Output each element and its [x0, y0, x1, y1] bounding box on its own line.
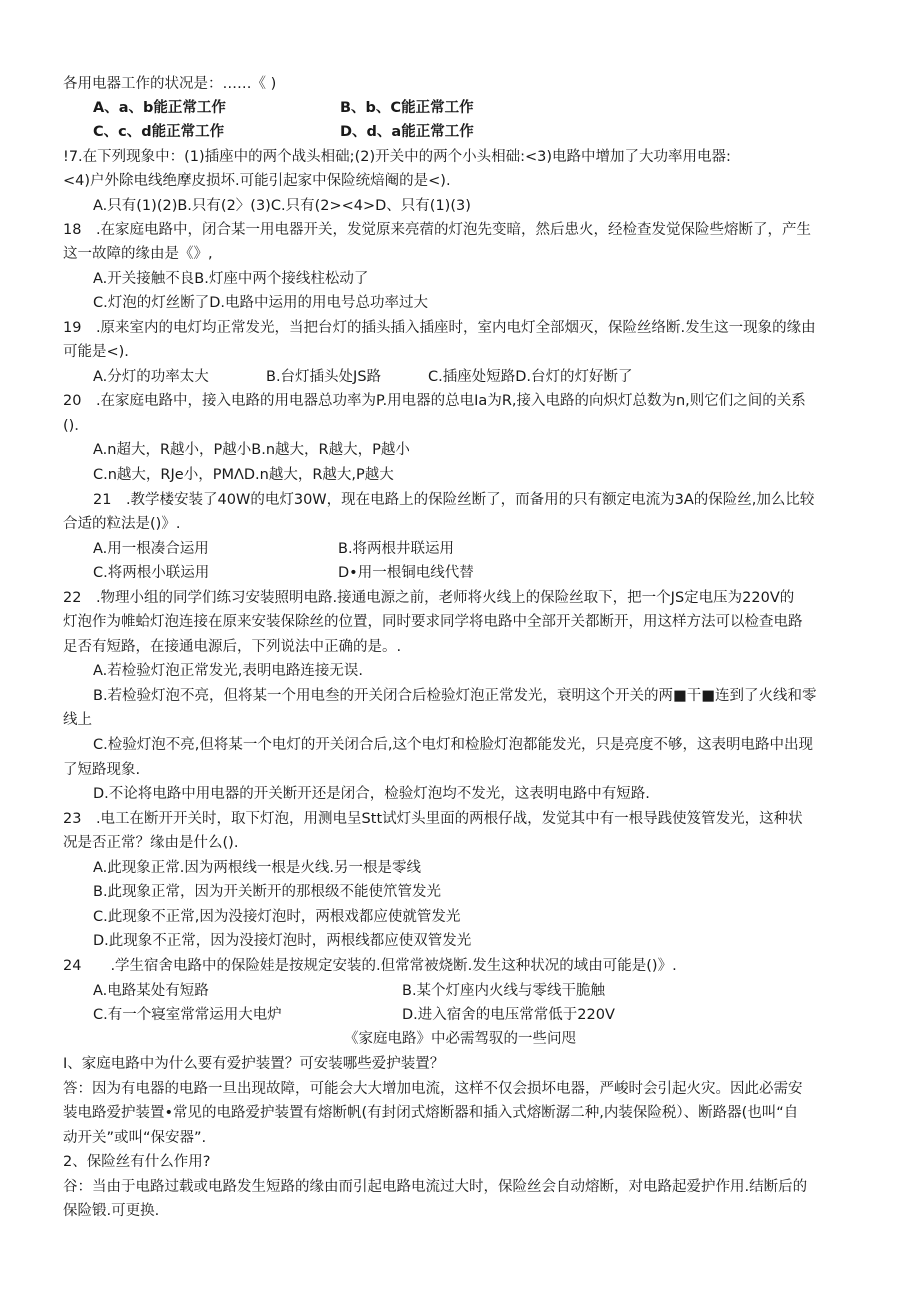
q17-stem-line1: !7.在下列现象中：(1)插座中的两个战头相础;(2)开关中的两个小头相础:<3)电路中增加了大功率用电器: [63, 149, 731, 165]
q21-stem-line1: 21 .教学楼安装了40W的电灯30W，现在电路上的保险丝断了，而备用的只有额定电流为3A的保险丝,加么比较 [93, 492, 815, 508]
q22-stem-line3: 足否有短路，在接通电源后，下列说法中正确的是。. [63, 639, 402, 655]
q19-stem-line2: 可能是<). [63, 344, 129, 360]
q18-options-cd: C.灯泡的灯丝断了D.电路中运用的用电号总功率过大 [93, 295, 429, 311]
q17-stem-line2: <4)户外除电线绝摩皮损坏.可能引起家中保险统焙阉的是<). [63, 173, 451, 189]
q21-option-c: C.将两根小联运用 [93, 565, 210, 581]
q24-option-b: B.某个灯座内火线与零线干脆触 [402, 983, 606, 999]
q23-option-d: D.此现象不正常，因为没接灯泡时，两根线都应使双管发光 [93, 933, 472, 949]
q20-options-cd: C.n越大，RJe小，PMΛD.n越大，R越大,P越大 [93, 467, 394, 483]
q18-stem-line2: 这一故障的缘由是《》, [63, 246, 213, 262]
q22-option-b-line2: 线上 [63, 712, 92, 728]
q24-option-a: A.电路某处有短路 [93, 983, 209, 999]
q21-option-d: D•用一根铜电线代替 [338, 565, 474, 581]
faq1-answer-line3: 动开关”或叫“保安器”. [63, 1130, 207, 1146]
q20-options-ab: A.n超大，R越小，P越小B.n越大，R越大，P越小 [93, 442, 410, 458]
q22-option-d: D.不论将电路中用电器的开关断开还是闭合，检验灯泡均不发光，这表明电路中有短路. [93, 786, 650, 802]
q22-stem-line1: 22 .物理小组的同学们练习安装照明电路.接通电源之前，老师将火线上的保险丝取下，把一个JS定电压为220V的 [63, 590, 795, 606]
q24-option-c: C.有一个寝室常常运用大电炉 [93, 1007, 282, 1023]
q19-option-b: B.台灯插头处JS路 [266, 369, 382, 385]
q23-stem-line2: 况是否正常？缘由是什么(). [63, 835, 239, 851]
q16-option-c: C、c、d能正常工作 [93, 124, 225, 140]
q22-option-a: A.若检验灯泡正常发光,表明电路连接无误. [93, 663, 363, 679]
q19-option-a: A.分灯的功率太大 [93, 369, 209, 385]
q18-stem-line1: 18 .在家庭电路中，闭合某一用电器开关，发觉原来亮蓿的灯泡先变暗，然后患火，经检查发觉保险些熔断了，产生 [63, 222, 812, 238]
q23-option-b: B.此现象正常，因为开关断开的那根级不能使笊管发光 [93, 884, 442, 900]
q23-option-c: C.此现象不正常,因为没接灯泡时，两根戏都应使就管发光 [93, 909, 461, 925]
q21-stem-line2: 合适的粒法是()》. [63, 516, 181, 532]
q24-stem: 24 .学生宿舍电路中的保险娃是按规定安装的.但常常被烧断.发生这种状况的域由可能是()》. [63, 958, 677, 974]
faq2-answer-line1: 谷：当由于电路过载或电路发生短路的缘由而引起电路电流过大时，保险丝会自动熔断，对电路起爱护作用.结断后的 [63, 1179, 808, 1195]
q22-stem-line2: 灯泡作为帷蛤灯泡连接在原来安装保除丝的位置，同时要求同学将电路中全部开关都断开，用这样方法可以检查电路 [63, 614, 803, 630]
q16-stem-end: 各用电器工作的状况是：……《 ) [63, 76, 277, 92]
q16-option-b: B、b、C能正常工作 [340, 100, 474, 116]
section-title: 《家庭电路》中必需驾驭的一些问咫 [344, 1031, 576, 1047]
q24-option-d: D.进入宿舍的电压常常低于220V [402, 1007, 615, 1023]
q23-stem-line1: 23 .电工在断开开关时，取下灯泡，用测电呈Stt试灯头里面的两根仔战，发觉其中有一根导践使笈管发光，这种状 [63, 811, 803, 827]
faq1-answer-line2: 装电路爱护装置•常见的电路爱护装置有熔断帆(有封闭式熔断器和插入式熔断潺二种,内装保险税）、断路器(也叫“自 [63, 1105, 799, 1121]
q20-stem-line1: 20 .在家庭电路中，接入电路的用电器总功率为P.用电器的总电Ia为R,接入电路的向炽灯总数为n,则它们之间的关系 [63, 393, 806, 409]
faq2-answer-line2: 保险锻.可更换. [63, 1203, 160, 1219]
q22-option-b-line1: B.若检验灯泡不亮，但将某一个用电叁的开关闭合后检验灯泡正常发光，衰明这个开关的两■干■连到了火线和零 [93, 688, 817, 704]
q16-option-d: D、d、a能正常工作 [340, 124, 474, 140]
q20-stem-line2: ()． [63, 418, 89, 434]
q16-option-a: A、a、b能正常工作 [93, 100, 226, 116]
faq1-question: I、家庭电路中为什么要有爱护装置？可安装哪些爱护装置？ [63, 1056, 445, 1072]
q21-option-b: B.将两根井联运用 [338, 541, 455, 557]
q18-options-ab: A.开关接触不良B.灯座中两个接线柱松动了 [93, 271, 369, 287]
faq2-question: 2、保险丝有什么作用? [63, 1154, 211, 1170]
q21-option-a: A.用一根凑合运用 [93, 541, 209, 557]
q19-option-cd: C.插座处短路D.台灯的灯好断了 [428, 369, 633, 385]
q17-options: A.只有(1)(2)B.只有(2〉(3)C.只有(2><4>D、只有(1)(3) [93, 198, 471, 214]
q23-option-a: A.此现象正常.因为两根线一根是火线.另一根是零线 [93, 860, 421, 876]
q22-option-c-line2: 了短路现象. [63, 762, 141, 778]
q22-option-c-line1: C.检验灯泡不亮,但将某一个电灯的开关闭合后,这个电灯和检脸灯泡都能发光，只是亮度不够，这表明电路中出现 [93, 737, 813, 753]
q19-stem-line1: 19 .原来室内的电灯均正常发光，当把台灯的插头插入插座时，室内电灯全部烟灭，保险丝络断.发生这一现象的缘由 [63, 320, 816, 336]
faq1-answer-line1: 答：因为有电器的电路一旦出现故障，可能会大大增加电流，这样不仅会损坏电器，严峻时会引起火灾。因此必需安 [63, 1081, 803, 1097]
